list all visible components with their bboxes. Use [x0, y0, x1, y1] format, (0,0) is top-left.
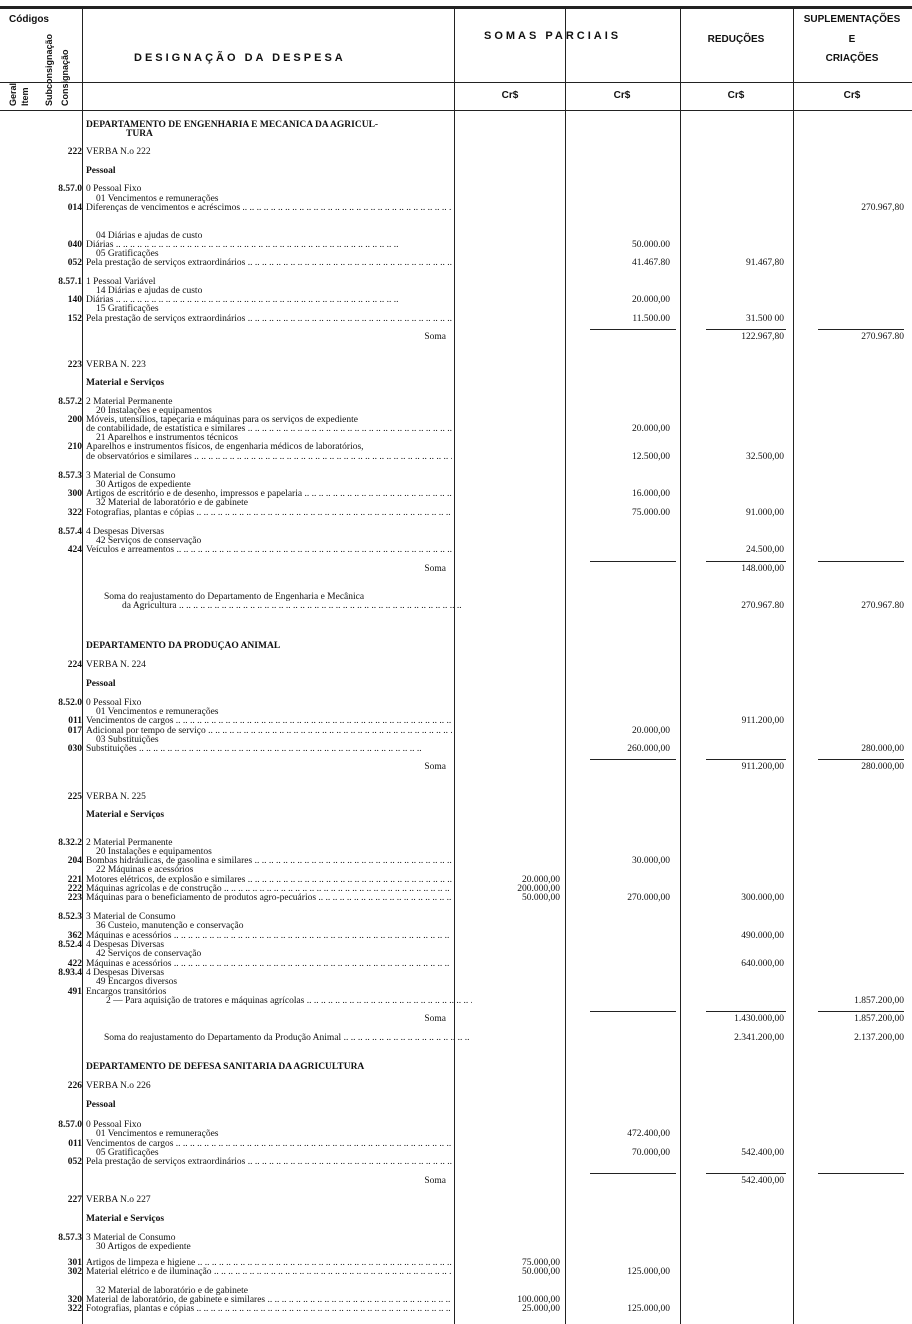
table-row — [0, 1176, 912, 1186]
row-description: Aparelhos e instrumentos físicos, de engenharia médicos de laboratórios, — [86, 442, 364, 452]
subtotal-rule — [590, 561, 676, 562]
row-code: 8.57.2 — [58, 397, 82, 407]
table-row — [0, 1304, 912, 1314]
row-description: Pessoal — [86, 166, 116, 176]
table-row — [0, 1100, 912, 1110]
table-row — [0, 1267, 912, 1277]
row-code: 052 — [67, 1157, 82, 1167]
currency-col1: Cr$ — [501, 90, 519, 101]
row-description: Vencimentos de cargos .. .. — [86, 1139, 452, 1149]
row-amount-c2: 20.000,00 — [632, 726, 670, 736]
subtotal-rule — [818, 1173, 904, 1174]
row-description: DEPARTAMENTO DE ENGENHARIA E MECÂNICA DA AGRICUL- — [86, 120, 379, 130]
row-code: 424 — [67, 545, 82, 555]
row-description: 36 Custeio, manutenção e conservação — [96, 921, 244, 931]
row-code: 8.57.3 — [58, 471, 82, 481]
table-row — [0, 314, 912, 324]
table-row — [0, 1081, 912, 1091]
row-amount-c3: 270.967.80 — [741, 601, 784, 611]
header-vertical-geral: Geral — [8, 82, 18, 106]
row-description: VERBA N. 223 — [86, 360, 146, 370]
row-code: 8.57.0 — [58, 184, 82, 194]
table-row — [0, 442, 912, 452]
row-description: Máquinas e acessórios .. .. — [86, 931, 452, 941]
row-code: 362 — [67, 931, 82, 941]
header-vertical-subconsignacao: Subconsignação — [44, 33, 54, 106]
row-description: 22 Máquinas e acessórios — [96, 865, 194, 875]
table-row — [0, 865, 912, 875]
row-description: 3 Material de Consumo — [86, 912, 176, 922]
row-description: Soma — [424, 332, 446, 342]
row-description: 4 Despesas Diversas — [86, 968, 165, 978]
row-description: VERBA N.o 226 — [86, 1081, 151, 1091]
row-description: 01 Vencimentos e remunerações — [96, 1129, 219, 1139]
subtotal-rule — [818, 561, 904, 562]
row-amount-c2: 41.467.80 — [632, 258, 670, 268]
row-amount-c3: 91.467,80 — [746, 258, 784, 268]
row-description: 04 Diárias e ajudas de custo — [96, 231, 203, 241]
row-amount-c1: 75.000,00 — [522, 1258, 560, 1268]
subtotal-rule — [706, 1011, 786, 1012]
row-description: 30 Artigos de expediente — [96, 1242, 191, 1252]
table-row — [0, 1062, 912, 1072]
row-description: 32 Material de laboratório e de gabinete — [96, 1286, 248, 1296]
header-vertical-item: Item — [20, 87, 30, 106]
table-row — [0, 716, 912, 726]
row-description: Pela prestação de serviços extraordinários .. .. — [86, 258, 452, 268]
row-amount-c2: 70.000,00 — [632, 1148, 670, 1158]
row-amount-c2: 75.000.00 — [632, 508, 670, 518]
row-description: Pela prestação de serviços extraordinários .. .. — [86, 314, 452, 324]
table-row — [0, 893, 912, 903]
row-description: 21 Aparelhos e instrumentos técnicos — [96, 433, 238, 443]
row-description: Artigos de limpeza e higiene .. .. — [86, 1258, 452, 1268]
row-code: 225 — [67, 792, 82, 802]
row-description: 4 Despesas Diversas — [86, 940, 165, 950]
top-rule — [0, 6, 912, 9]
row-amount-c2: 20.000,00 — [632, 424, 670, 434]
row-description: 20 Instalações e equipamentos — [96, 406, 212, 416]
row-description: 2 — Para aquisição de tratores e máquinas agrícolas .. .. — [86, 996, 472, 1006]
row-amount-c2: 16.000,00 — [632, 489, 670, 499]
table-row — [0, 679, 912, 689]
row-description: Máquinas agrícolas e de construção .. .. — [86, 884, 452, 894]
row-amount-c4: 270.967.80 — [861, 601, 904, 611]
row-description: 01 Vencimentos e remunerações — [96, 194, 219, 204]
row-code: 152 — [67, 314, 82, 324]
row-code: 320 — [67, 1295, 82, 1305]
header-criacoes: CRIAÇÕES — [825, 53, 879, 64]
row-amount-c3: 122.967,80 — [741, 332, 784, 342]
table-row — [0, 498, 912, 508]
row-amount-c2: 260.000,00 — [627, 744, 670, 754]
row-code: 040 — [67, 240, 82, 250]
table-row — [0, 1157, 912, 1167]
currency-col3: Cr$ — [727, 90, 745, 101]
row-description: 0 Pessoal Fixo — [86, 698, 142, 708]
row-amount-c2: 50.000.00 — [632, 240, 670, 250]
row-amount-c3: 640.000,00 — [741, 959, 784, 969]
table-row — [0, 360, 912, 370]
table-row — [0, 1195, 912, 1205]
row-code: 302 — [67, 1267, 82, 1277]
row-code: 140 — [67, 295, 82, 305]
row-code: 224 — [67, 660, 82, 670]
row-code: 8.57.3 — [58, 1233, 82, 1243]
row-description: Substituições .. .. — [86, 744, 452, 754]
row-amount-c3: 148.000,00 — [741, 564, 784, 574]
row-code: 011 — [68, 716, 82, 726]
row-description: DEPARTAMENTO DE DEFESA SANITÁRIA DA AGRICULTURA — [86, 1062, 365, 1072]
table-row — [0, 641, 912, 651]
row-amount-c2: 125.000,00 — [627, 1267, 670, 1277]
header-suplementacoes-e: E — [848, 34, 856, 45]
table-row — [0, 129, 912, 139]
row-description: Bombas hidráulicas, de gasolina e similares .. .. — [86, 856, 452, 866]
table-row — [0, 792, 912, 802]
row-amount-c4: 270.967.80 — [861, 332, 904, 342]
table-row — [0, 996, 912, 1006]
header-vertical-consignacao: Consignação — [60, 49, 70, 106]
row-code: 052 — [67, 258, 82, 268]
subtotal-rule — [590, 1173, 676, 1174]
table-row — [0, 166, 912, 176]
row-description: 0 Pessoal Fixo — [86, 184, 142, 194]
row-description: 30 Artigos de expediente — [96, 480, 191, 490]
row-amount-c3: 91.000,00 — [746, 508, 784, 518]
row-amount-c3: 24.500,00 — [746, 545, 784, 555]
row-code: 222 — [67, 147, 82, 157]
row-amount-c1: 100.000,00 — [517, 1295, 560, 1305]
row-amount-c2: 12.500,00 — [632, 452, 670, 462]
header-bottom-rule — [0, 110, 912, 111]
row-code: 204 — [67, 856, 82, 866]
row-description: Material de laboratório, de gabinete e similares .. .. — [86, 1295, 452, 1305]
row-amount-c1: 50.000,00 — [522, 893, 560, 903]
row-description: 15 Gratificações — [96, 304, 159, 314]
row-description: Material e Serviços — [86, 810, 165, 820]
row-amount-c1: 20.000,00 — [522, 875, 560, 885]
header-designacao: DESIGNAÇÃO DA DESPESA — [134, 52, 346, 64]
header-currency-rule — [0, 82, 912, 83]
row-description: Material elétrico e de iluminação .. .. — [86, 1267, 452, 1277]
row-amount-c2: 125.000,00 — [627, 1304, 670, 1314]
row-code: 014 — [67, 203, 82, 213]
row-description: Artigos de escritório e de desenho, impressos e papelaria .. .. — [86, 489, 452, 499]
row-code: 200 — [67, 415, 82, 425]
row-description: 32 Material de laboratório e de gabinete — [96, 498, 248, 508]
row-code: 017 — [67, 726, 82, 736]
row-description: Soma — [424, 762, 446, 772]
subtotal-rule — [706, 561, 786, 562]
row-description: 01 Vencimentos e remunerações — [96, 707, 219, 717]
row-amount-c3: 31.500 00 — [746, 314, 784, 324]
row-description: 3 Material de Consumo — [86, 1233, 176, 1243]
row-amount-c3: 300.000,00 — [741, 893, 784, 903]
row-code: 223 — [67, 360, 82, 370]
table-row — [0, 203, 912, 213]
row-amount-c3: 542.400,00 — [741, 1148, 784, 1158]
row-amount-c1: 200.000,00 — [517, 884, 560, 894]
row-amount-c2: 270.000,00 — [627, 893, 670, 903]
table-row — [0, 744, 912, 754]
row-description: Veículos e arreamentos .. .. — [86, 545, 452, 555]
table-row — [0, 545, 912, 555]
row-description: 49 Encargos diversos — [96, 977, 178, 987]
row-description: Soma do reajustamento do Departamento da Produção Animal .. .. — [86, 1033, 470, 1043]
table-row — [0, 810, 912, 820]
row-description: 14 Diárias e ajudas de custo — [96, 286, 203, 296]
row-description: 2 Material Permanente — [86, 838, 173, 848]
subtotal-rule — [818, 329, 904, 330]
row-code: 221 — [67, 875, 82, 885]
row-amount-c3: 1.430.000,00 — [734, 1014, 784, 1024]
row-description: Fotografias, plantas e cópias .. .. — [86, 508, 452, 518]
row-amount-c2: 472.400,00 — [627, 1129, 670, 1139]
header-reducoes: REDUÇÕES — [707, 34, 765, 45]
table-row — [0, 378, 912, 388]
table-row — [0, 1242, 912, 1252]
table-row — [0, 762, 912, 772]
subtotal-rule — [706, 329, 786, 330]
row-description: 1 Pessoal Variável — [86, 277, 156, 287]
row-description: Vencimentos de cargos .. .. — [86, 716, 452, 726]
row-amount-c4: 280.000,00 — [861, 762, 904, 772]
table-row — [0, 1214, 912, 1224]
row-description: VERBA N. 224 — [86, 660, 146, 670]
row-description: VERBA N.o 227 — [86, 1195, 151, 1205]
row-code: 300 — [67, 489, 82, 499]
row-description: Pela prestação de serviços extraordinários .. .. — [86, 1157, 452, 1167]
row-code: 322 — [67, 508, 82, 518]
row-amount-c2: 11.500.00 — [632, 314, 670, 324]
row-amount-c3: 911.200,00 — [741, 716, 784, 726]
row-description: VERBA N. 225 — [86, 792, 146, 802]
row-code: 8.93.4 — [58, 968, 82, 978]
row-code: 422 — [67, 959, 82, 969]
row-description: Soma — [424, 1014, 446, 1024]
row-description: 05 Gratificações — [96, 1148, 159, 1158]
row-amount-c2: 20.000,00 — [632, 295, 670, 305]
header-suplementacoes: SUPLEMENTAÇÕES — [803, 14, 901, 25]
row-amount-c4: 270.967,80 — [861, 203, 904, 213]
row-description: Fotografias, plantas e cópias .. .. — [86, 1304, 452, 1314]
table-row — [0, 258, 912, 268]
row-code: 222 — [67, 884, 82, 894]
row-description: 20 Instalações e equipamentos — [96, 847, 212, 857]
row-code: 210 — [67, 442, 82, 452]
row-description: de observatórios e similares .. .. — [86, 452, 452, 462]
subtotal-rule — [590, 329, 676, 330]
row-code: 301 — [67, 1258, 82, 1268]
row-description: de contabilidade, de estatística e similares .. .. — [86, 424, 452, 434]
row-description: Motores elétricos, de explosão e similares .. .. — [86, 875, 452, 885]
row-description: DEPARTAMENTO DA PRODUÇÃO ANIMAL — [86, 641, 281, 651]
row-description: da Agricultura .. .. — [86, 601, 488, 611]
row-description: Adicional por tempo de serviço .. .. — [86, 726, 452, 736]
row-description: Móveis, utensílios, tapeçaria e máquinas para os serviços de expediente — [86, 415, 358, 425]
table-row — [0, 921, 912, 931]
row-description: Diferenças de vencimentos e acréscimos .. .. — [86, 203, 452, 213]
row-code: 8.57.4 — [58, 527, 82, 537]
row-description: 03 Substituições — [96, 735, 159, 745]
row-description: 2 Material Permanente — [86, 397, 173, 407]
row-amount-c4: 280.000,00 — [861, 744, 904, 754]
row-code: 223 — [67, 893, 82, 903]
table-row — [0, 601, 912, 611]
row-amount-c3: 490.000,00 — [741, 931, 784, 941]
row-description: TURA — [126, 129, 153, 139]
row-description: 42 Serviços de conservação — [96, 536, 202, 546]
row-code: 030 — [67, 744, 82, 754]
row-amount-c3: 2.341.200,00 — [734, 1033, 784, 1043]
table-row — [0, 147, 912, 157]
row-description: Material e Serviços — [86, 1214, 165, 1224]
table-row — [0, 304, 912, 314]
subtotal-rule — [590, 1011, 676, 1012]
table-row — [0, 1033, 912, 1043]
row-description: Soma — [424, 1176, 446, 1186]
table-row — [0, 1129, 912, 1139]
row-description: Máquinas e acessórios .. .. — [86, 959, 452, 969]
row-description: Soma do reajustamento do Departamento de Engenharia e Mecânica — [104, 592, 365, 602]
row-amount-c1: 25.000,00 — [522, 1304, 560, 1314]
row-code: 491 — [67, 987, 82, 997]
subtotal-rule — [706, 1173, 786, 1174]
row-description: Diárias .. .. — [86, 240, 452, 250]
row-description: Diárias .. .. — [86, 295, 452, 305]
header-codigos: Códigos — [9, 14, 49, 25]
row-amount-c3: 911.200,00 — [741, 762, 784, 772]
row-code: 227 — [67, 1195, 82, 1205]
table-row — [0, 184, 912, 194]
table-row — [0, 564, 912, 574]
row-amount-c3: 32.500,00 — [746, 452, 784, 462]
subtotal-rule — [706, 759, 786, 760]
row-description: Material e Serviços — [86, 378, 165, 388]
row-amount-c3: 542.400,00 — [741, 1176, 784, 1186]
row-description: Máquinas para o beneficiamento de produtos agro-pecuários .. .. — [86, 893, 452, 903]
row-code: 8.52.0 — [58, 698, 82, 708]
row-description: Soma — [424, 564, 446, 574]
row-code: 322 — [67, 1304, 82, 1314]
table-row — [0, 508, 912, 518]
table-row — [0, 977, 912, 987]
row-amount-c4: 1.857.200,00 — [854, 996, 904, 1006]
table-row — [0, 452, 912, 462]
currency-col2: Cr$ — [613, 90, 631, 101]
table-row — [0, 660, 912, 670]
row-description: 05 Gratificações — [96, 249, 159, 259]
subtotal-rule — [590, 759, 676, 760]
row-amount-c2: 30.000,00 — [632, 856, 670, 866]
row-amount-c4: 1.857.200,00 — [854, 1014, 904, 1024]
subtotal-rule — [818, 1011, 904, 1012]
subtotal-rule — [818, 759, 904, 760]
table-row — [0, 949, 912, 959]
row-code: 8.57.1 — [58, 277, 82, 287]
table-row — [0, 332, 912, 342]
row-description: VERBA N.o 222 — [86, 147, 151, 157]
row-code: 8.52.4 — [58, 940, 82, 950]
row-description: 42 Serviços de conservação — [96, 949, 202, 959]
row-code: 226 — [67, 1081, 82, 1091]
header-somas-parciais: SOMAS PARCIAIS — [484, 30, 622, 42]
row-description: 3 Material de Consumo — [86, 471, 176, 481]
table-row — [0, 1014, 912, 1024]
currency-col4: Cr$ — [843, 90, 861, 101]
row-code: 8.57.0 — [58, 1120, 82, 1130]
row-code: 011 — [68, 1139, 82, 1149]
row-description: Encargos transitórios — [86, 987, 167, 997]
row-amount-c4: 2.137.200,00 — [854, 1033, 904, 1043]
row-code: 8.52.3 — [58, 912, 82, 922]
row-description: Pessoal — [86, 1100, 116, 1110]
row-description: Pessoal — [86, 679, 116, 689]
row-description: 4 Despesas Diversas — [86, 527, 165, 537]
row-amount-c1: 50.000,00 — [522, 1267, 560, 1277]
row-code: 8.32.2 — [58, 838, 82, 848]
row-description: 0 Pessoal Fixo — [86, 1120, 142, 1130]
